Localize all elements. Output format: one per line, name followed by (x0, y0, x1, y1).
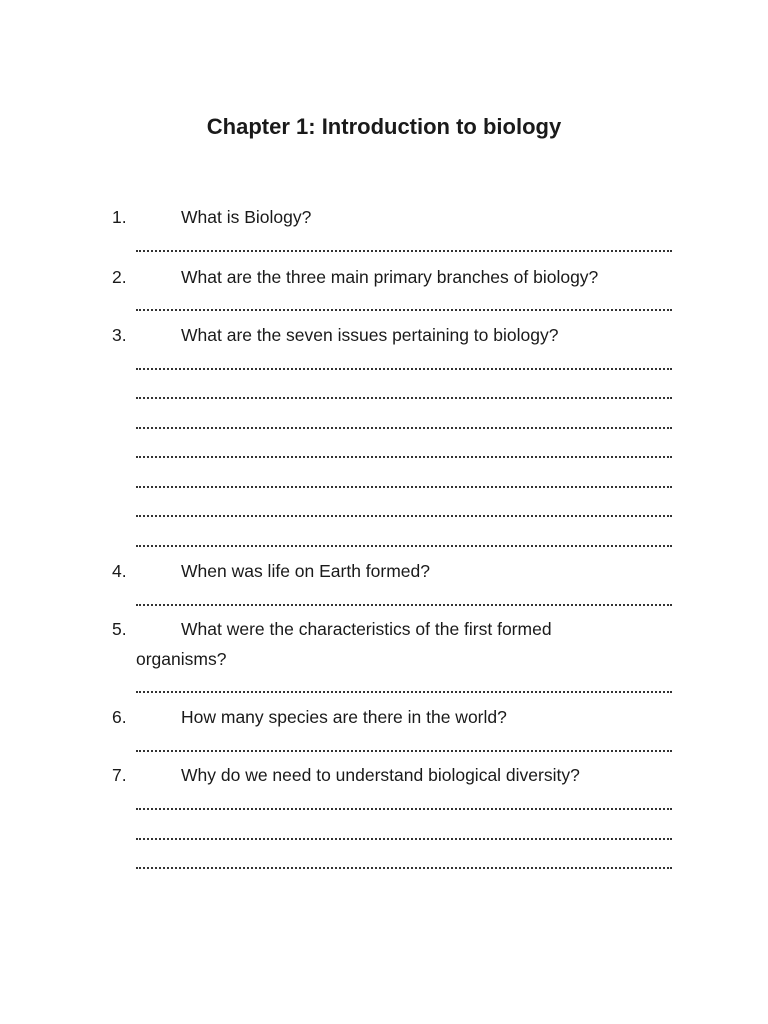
answer-line (136, 838, 672, 840)
answer-line (136, 750, 672, 752)
question-number: 6. (112, 707, 127, 727)
question-1 (0, 202, 768, 232)
answer-line (136, 456, 672, 458)
answer-line (136, 309, 672, 311)
answer-line (136, 515, 672, 517)
question-number: 3. (112, 325, 127, 345)
question-text: When was life on Earth formed? (181, 561, 431, 581)
question-number: 4. (112, 561, 127, 581)
answer-line (136, 250, 672, 252)
question-number: 2. (112, 267, 127, 287)
page-title: Chapter 1: Introduction to biology (206, 114, 562, 139)
answer-line (136, 368, 672, 370)
question-2 (0, 262, 768, 292)
question-text-continuation: organisms? (136, 649, 227, 669)
question-text: What are the seven issues pertaining to biology? (181, 325, 559, 345)
question-text: What is Biology? (181, 207, 312, 227)
answer-line (136, 867, 672, 869)
question-number: 7. (112, 765, 127, 785)
answer-line (136, 486, 672, 488)
question-4 (0, 556, 768, 586)
answer-line (136, 545, 672, 547)
question-5 (0, 614, 768, 644)
question-text: Why do we need to understand biological diversity? (181, 765, 580, 785)
answer-line (136, 808, 672, 810)
question-text: How many species are there in the world? (181, 707, 507, 727)
answer-line (136, 427, 672, 429)
question-5-continuation (0, 644, 768, 674)
question-number: 1. (112, 207, 127, 227)
question-3 (0, 320, 768, 350)
question-7 (0, 760, 768, 790)
answer-line (136, 604, 672, 606)
answer-line (136, 691, 672, 693)
question-text: What were the characteristics of the first formed (181, 619, 552, 639)
answer-line (136, 397, 672, 399)
question-text: What are the three main primary branches of biology? (181, 267, 599, 287)
question-6 (0, 702, 768, 732)
question-number: 5. (112, 619, 127, 639)
